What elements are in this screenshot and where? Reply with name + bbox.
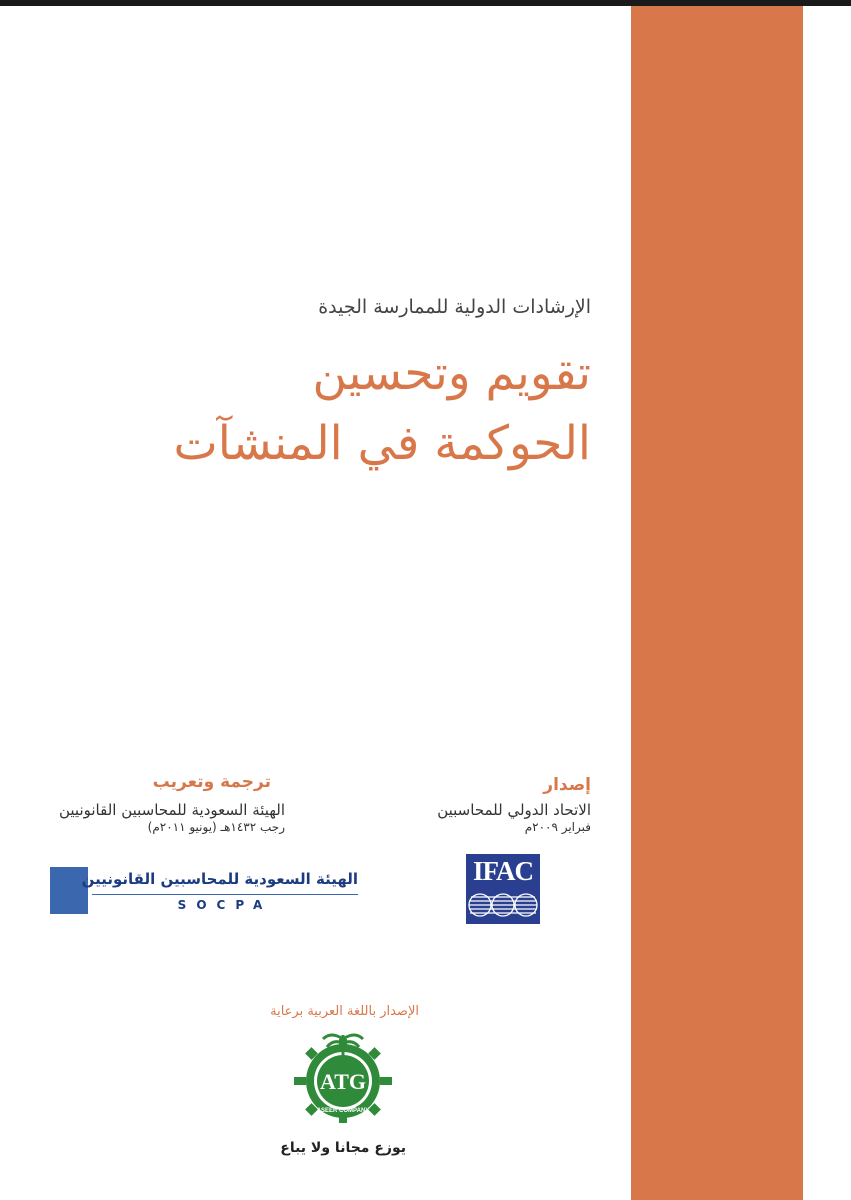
- translator-date: رجب ١٤٣٢هـ (يونيو ٢٠١١م): [147, 820, 285, 834]
- socpa-logo-english: SOCPA: [177, 898, 273, 912]
- cover-title-line1: تقويم وتحسين: [312, 346, 591, 401]
- svg-text:ASEER COMPANY: ASEER COMPANY: [316, 1108, 370, 1114]
- issuer-date: فبراير ٢٠٠٩م: [524, 820, 591, 834]
- ifac-logo-text: IFAC: [473, 856, 533, 886]
- socpa-logo-divider: [92, 894, 358, 895]
- svg-text:ATG: ATG: [319, 1069, 367, 1094]
- ifac-globes-icon: [468, 888, 538, 922]
- cover-subtitle: الإرشادات الدولية للممارسة الجيدة: [318, 296, 591, 318]
- issuer-heading: إصدار: [543, 775, 591, 795]
- issuer-organization: الاتحاد الدولي للمحاسبين: [437, 801, 591, 819]
- translator-heading: ترجمة وتعريب: [152, 772, 271, 792]
- cover-title-line2: الحوكمة في المنشآت: [173, 416, 591, 471]
- translator-organization: الهيئة السعودية للمحاسبين القانونيين: [58, 801, 285, 819]
- distribution-note: يوزع مجانا ولا يباع: [280, 1140, 406, 1156]
- aseer-company-logo: [290, 1025, 396, 1125]
- socpa-logo-arabic: الهيئة السعودية للمحاسبين القانونيين: [81, 870, 358, 888]
- ifac-logo: [466, 854, 540, 924]
- orange-side-band: [631, 6, 803, 1200]
- page-edge: [803, 6, 851, 1200]
- sponsor-note: الإصدار باللغة العربية برعاية: [270, 1004, 419, 1019]
